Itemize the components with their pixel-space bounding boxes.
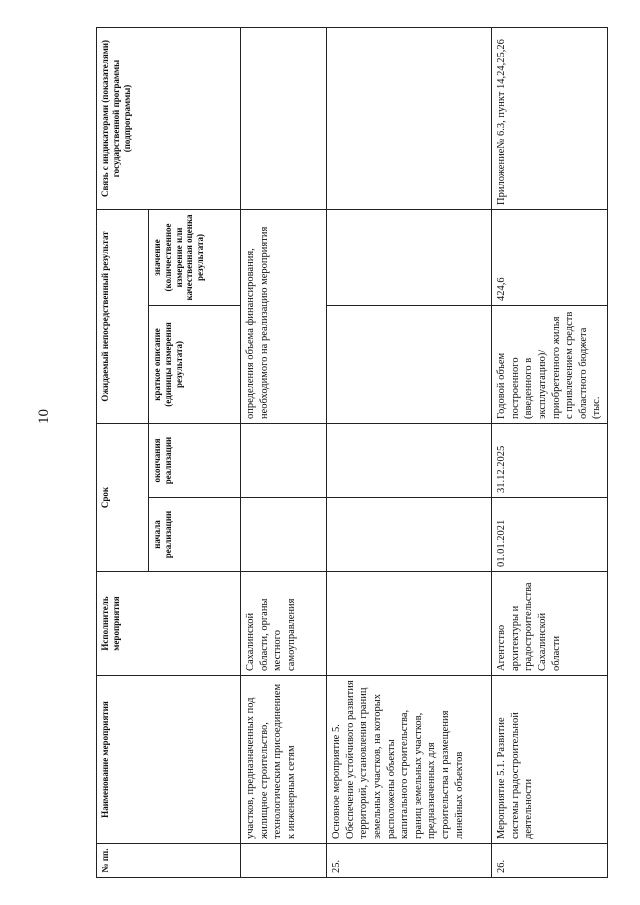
header-name: Наименование мероприятия bbox=[97, 676, 241, 844]
header-term-start: начала реализации bbox=[149, 498, 241, 572]
header-link: Связь с индикаторами (показателями) государственной программы (подпрограммы) bbox=[97, 27, 241, 209]
row-start: 01.01.2021 bbox=[492, 498, 608, 572]
row-executor: Агентство архитектуры и градостроительства Сахалинской области bbox=[492, 572, 608, 676]
row-result-desc bbox=[327, 305, 492, 423]
row-executor: Сахалинской области, органы местного самоуправления bbox=[241, 572, 327, 676]
row-num bbox=[241, 844, 327, 878]
row-link: Приложение№ 6.3, пункт 14,24,25,26 bbox=[492, 27, 608, 209]
rotated-table-container bbox=[96, 28, 603, 878]
page-number: 10 bbox=[36, 409, 52, 424]
row-end bbox=[241, 423, 327, 497]
table-row bbox=[492, 27, 608, 877]
row-link bbox=[241, 27, 327, 209]
header-executor: Исполнитель мероприятия bbox=[97, 572, 241, 676]
header-num: № пп. bbox=[97, 844, 241, 878]
row-executor bbox=[327, 572, 492, 676]
row-end: 31.12.2025 bbox=[492, 423, 608, 497]
row-link bbox=[327, 27, 492, 209]
header-result: Ожидаемый непосредственный результат bbox=[97, 209, 149, 423]
measures-table bbox=[96, 27, 608, 878]
header-row-1 bbox=[97, 27, 149, 877]
header-result-desc: краткое описание (единицы измерения результата) bbox=[149, 305, 241, 423]
row-result-value bbox=[327, 209, 492, 305]
row-num: 25. bbox=[327, 844, 492, 878]
row-result-value: 424,6 bbox=[492, 209, 608, 305]
row-name: участков, предназначенных под жилищное строительство, технологическим присоединением к инженерным сетям bbox=[241, 676, 327, 844]
header-result-value: значение (количественное измерение или качественная оценка результата) bbox=[149, 209, 241, 305]
table-row bbox=[327, 27, 492, 877]
table-row bbox=[241, 27, 327, 877]
row-name: Основное мероприятие 5. Обеспечение устойчивого развития территорий, установления границ земельных участков, на которых расположены объекты капитального строительства, границ земельных участков, предназначенных для строительства и размещения линейных объектов bbox=[327, 676, 492, 844]
row-result-desc: Годовой объем построенного (введенного в эксплуатацию)/приобретенного жилья с привлечением средств областного бюджета (тыс. bbox=[492, 305, 608, 423]
row-start bbox=[327, 498, 492, 572]
row-num: 26. bbox=[492, 844, 608, 878]
header-term: Срок bbox=[97, 423, 149, 571]
header-term-end: окончания реализации bbox=[149, 423, 241, 497]
row-result-value: определения объема финансирования, необходимого на реализацию мероприятия bbox=[241, 209, 327, 423]
row-start bbox=[241, 498, 327, 572]
row-name: Мероприятие 5.1. Развитие системы градостроительной деятельности bbox=[492, 676, 608, 844]
row-end bbox=[327, 423, 492, 497]
